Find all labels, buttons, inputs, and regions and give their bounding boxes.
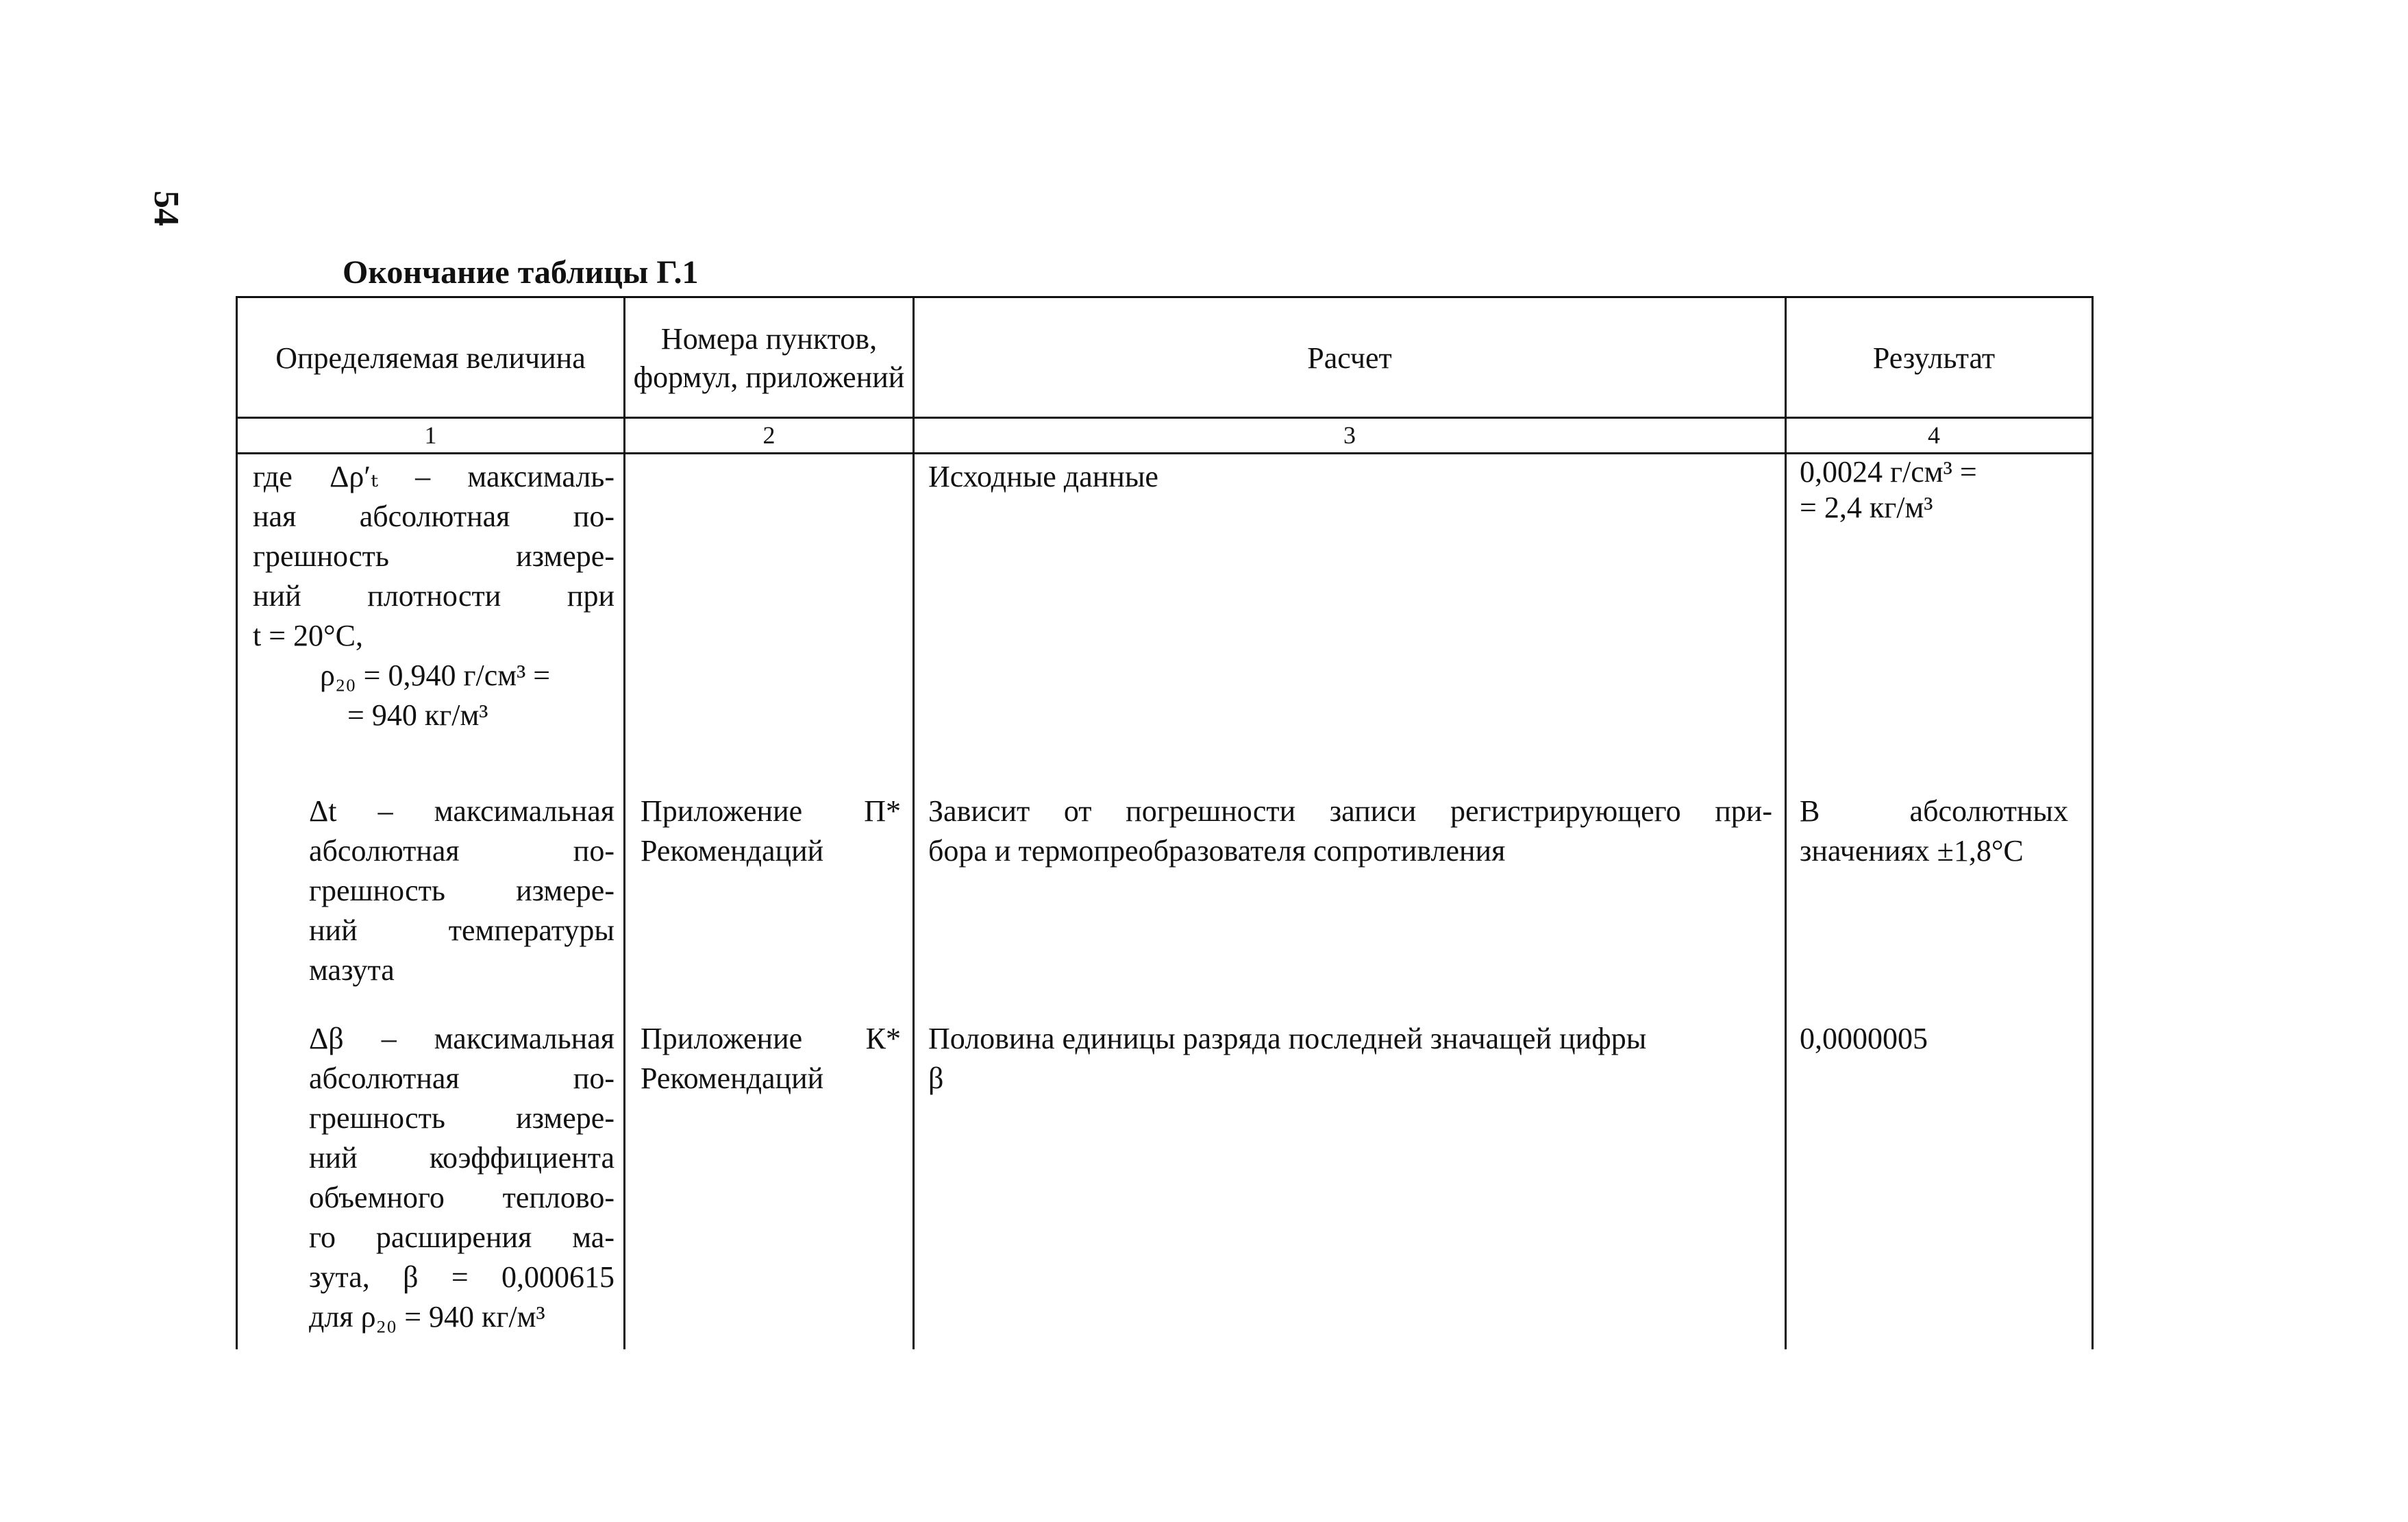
quantity-line: мазута (309, 953, 395, 987)
quantity-line: ний плотности при (253, 579, 615, 613)
reference-line: Рекомендаций (641, 834, 824, 868)
quantity-line: абсолютная по- (309, 1061, 615, 1095)
quantity-line: ная абсолютная по- (253, 500, 615, 533)
row3-reference (641, 1019, 901, 1098)
column-divider (913, 298, 915, 1349)
quantity-line: Δt – максимальная (309, 794, 615, 828)
reference-line: Приложение П* (641, 794, 901, 828)
quantity-line: где Δρ′ₜ – максималь- (253, 460, 615, 493)
row1-quantity (253, 457, 615, 735)
calculation-line: Зависит от погрешности записи регистрирующего при- (928, 794, 1772, 828)
row2-quantity (309, 791, 615, 990)
header-calculation: Расчет (1307, 341, 1392, 375)
quantity-line: абсолютная по- (309, 834, 615, 868)
calculation-line: β (928, 1061, 944, 1095)
result-line: 0,0024 г/см³ = (1800, 455, 1977, 489)
quantity-line: Δβ – максимальная (309, 1022, 615, 1055)
header-references: Номера пунктов, формул, приложений (633, 321, 905, 394)
table-caption: Окончание таблицы Г.1 (343, 254, 699, 291)
row2-reference (641, 791, 901, 871)
quantity-line: грешность измере- (309, 1101, 615, 1135)
column-divider (623, 298, 625, 1349)
row2-calculation (928, 791, 1772, 871)
result-line: В абсолютных (1800, 794, 2068, 828)
column-divider (1785, 298, 1787, 1349)
quantity-line: ний температуры (309, 913, 615, 947)
column-number: 1 (424, 421, 437, 449)
calculation-line: бора и термопреобразователя сопротивления (928, 834, 1506, 868)
quantity-line: го расширения ма- (309, 1220, 615, 1254)
row2-result (1800, 791, 2068, 871)
header-quantity: Определяемая величина (275, 341, 586, 375)
quantity-line: t = 20°C, (253, 619, 363, 652)
result-line: 0,0000005 (1800, 1022, 1928, 1055)
quantity-line: грешность измере- (309, 874, 615, 907)
row1-result (1800, 454, 2074, 526)
quantity-line: = 940 кг/м³ (347, 698, 488, 732)
reference-line: Рекомендаций (641, 1061, 824, 1095)
reference-line: Приложение К* (641, 1022, 901, 1055)
row3-quantity (309, 1019, 615, 1337)
column-number: 4 (1928, 421, 1940, 449)
result-line: = 2,4 кг/м³ (1800, 491, 1933, 524)
result-line: значениях ±1,8°C (1800, 834, 2024, 868)
quantity-line: ρ₂₀ = 0,940 г/см³ = (320, 659, 551, 692)
column-number: 2 (762, 421, 775, 449)
quantity-line: объемного теплово- (309, 1181, 615, 1214)
quantity-line: ний коэффициента (309, 1141, 615, 1175)
quantity-line: для ρ₂₀ = 940 кг/м³ (309, 1300, 545, 1334)
row3-calculation (928, 1019, 1772, 1098)
row3-result (1800, 1019, 2068, 1059)
page-number: 54 (147, 191, 186, 226)
quantity-line: грешность измере- (253, 539, 615, 573)
column-number: 3 (1343, 421, 1356, 449)
quantity-line: зута, β = 0,000615 (309, 1260, 615, 1294)
row1-calculation: Исходные данные (928, 460, 1158, 493)
header-result: Результат (1872, 341, 1996, 375)
table-g1 (236, 296, 2094, 1349)
calculation-line: Половина единицы разряда последней значащей цифры (928, 1022, 1647, 1055)
